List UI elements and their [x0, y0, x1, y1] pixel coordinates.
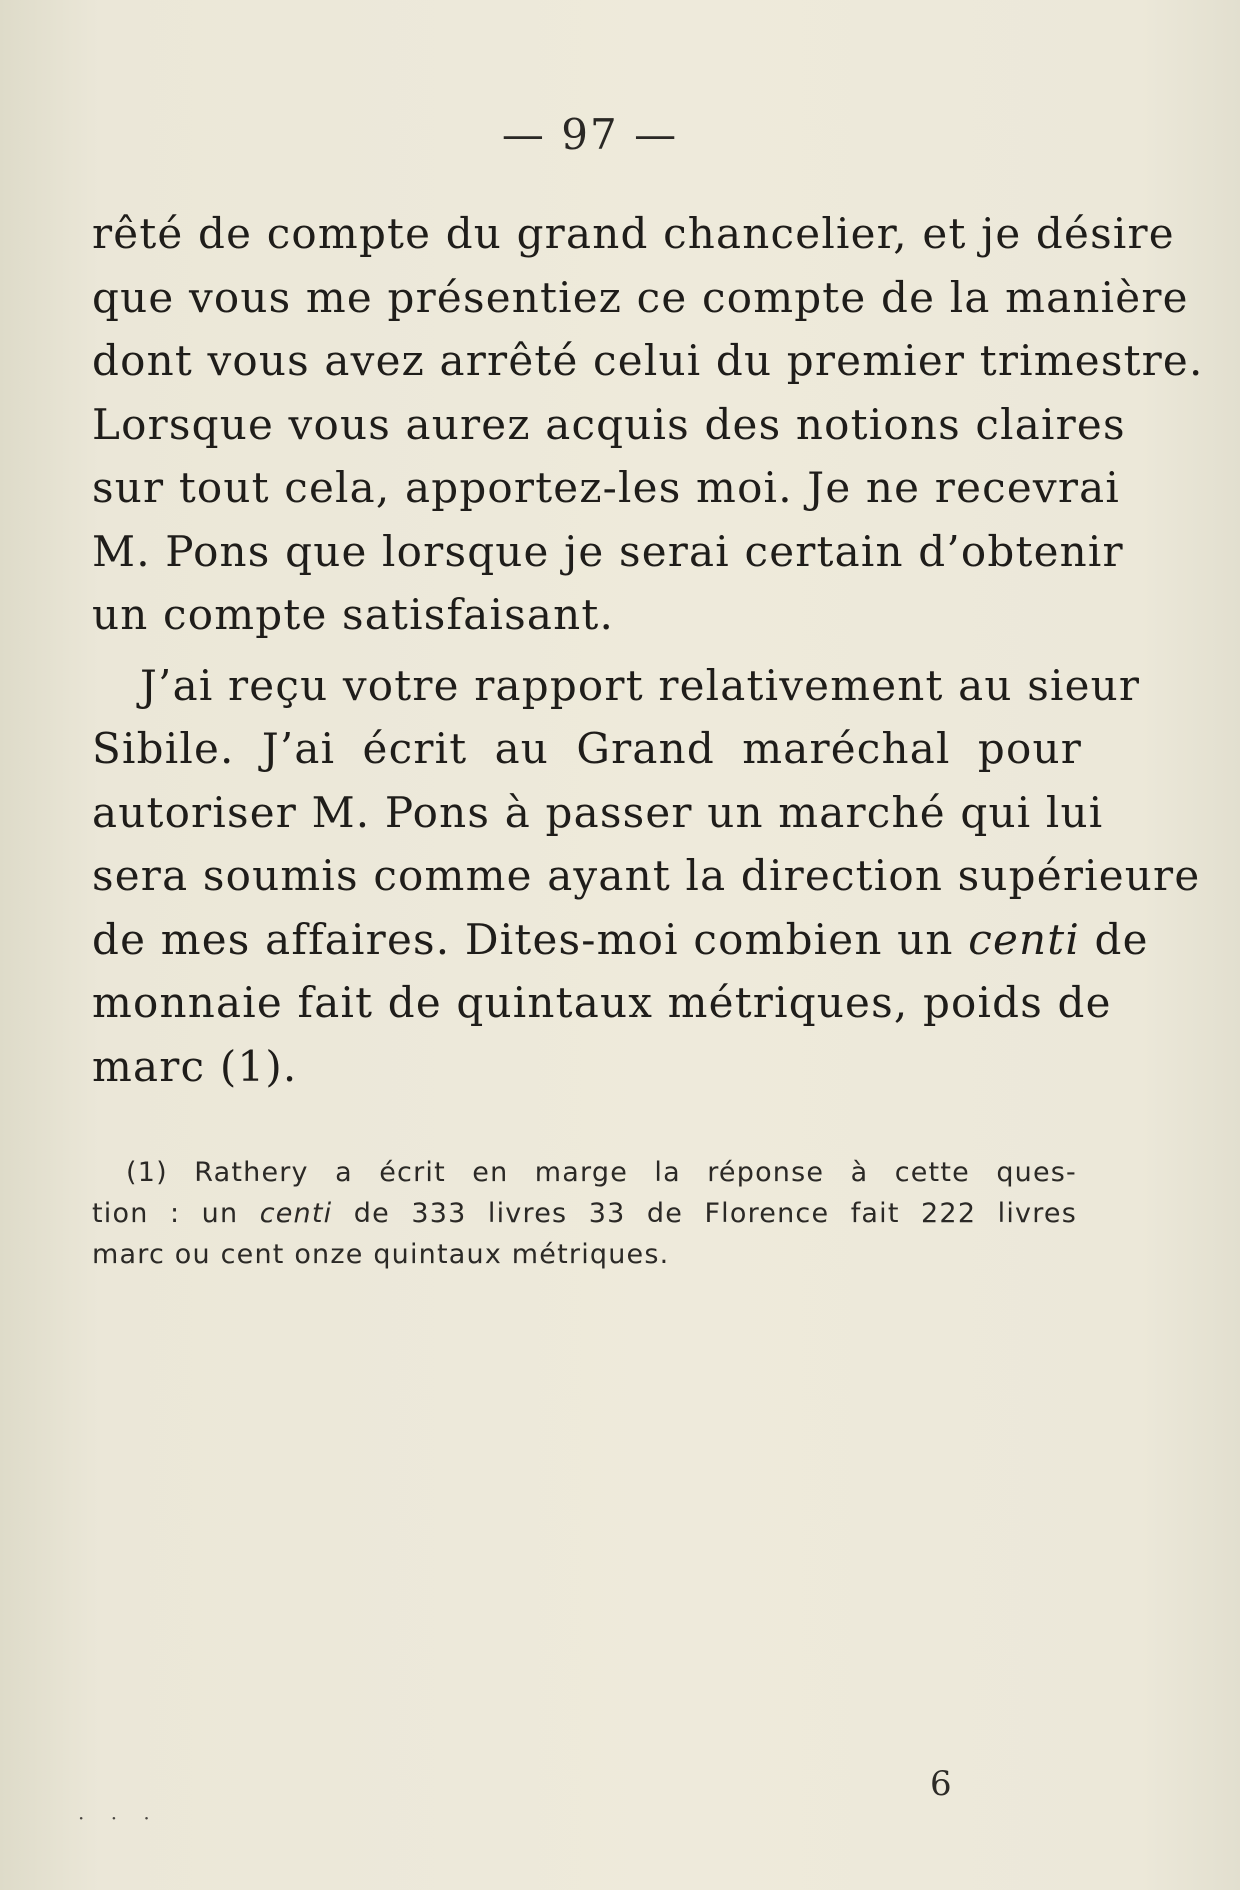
text-line: autoriser M. Pons à passer un marché qui lui — [92, 787, 1104, 837]
italic-word: centi — [968, 914, 1080, 964]
text-segment: tion : un — [92, 1198, 260, 1229]
paragraph-2 — [92, 654, 1201, 1099]
text-line: que vous me présentiez ce compte de la manière — [92, 272, 1189, 322]
text-segment: de — [1079, 914, 1149, 964]
signature-mark: 6 — [930, 1764, 952, 1804]
text-line: un compte satisfaisant. — [92, 590, 615, 639]
footnote-line-with-italic — [92, 1193, 1077, 1234]
main-text — [92, 202, 1204, 1098]
italic-word: centi — [259, 1198, 333, 1229]
text-line: dont vous avez arrêté celui du premier trimestre. — [92, 336, 1204, 385]
footnote — [92, 1152, 1077, 1275]
page-number: — 97 — — [501, 110, 679, 159]
text-line: Lorsque vous aurez acquis des notions claires — [92, 399, 1126, 449]
paper-specks: · · · — [78, 1806, 160, 1830]
text-line: monnaie fait de quintaux métriques, poids de — [92, 978, 1112, 1027]
text-line: rêté de compte du grand chancelier, et je désire — [92, 209, 1175, 258]
text-segment: de mes affaires. Dites-moi combien un — [92, 914, 969, 964]
footnote-line: marc ou cent onze quintaux métriques. — [92, 1239, 670, 1270]
text-segment: de 333 livres 33 de Florence fait 222 livres — [332, 1198, 1077, 1229]
text-line: marc (1). — [92, 1041, 298, 1091]
text-line: J’ai reçu votre rapport relativement au sieur — [140, 660, 1141, 710]
paragraph-1 — [92, 202, 1204, 647]
text-line: sera soumis comme ayant la direction supérieure — [92, 851, 1201, 900]
footnote-line: (1) Rathery a écrit en marge la réponse à cette ques- — [126, 1157, 1077, 1188]
text-line: Sibile. J’ai écrit au Grand maréchal pour — [92, 724, 1082, 773]
text-line: sur tout cela, apportez-les moi. Je ne recevrai — [92, 463, 1120, 512]
text-line: M. Pons que lorsque je serai certain d’obtenir — [92, 526, 1124, 576]
text-line-with-italic — [92, 908, 1149, 972]
